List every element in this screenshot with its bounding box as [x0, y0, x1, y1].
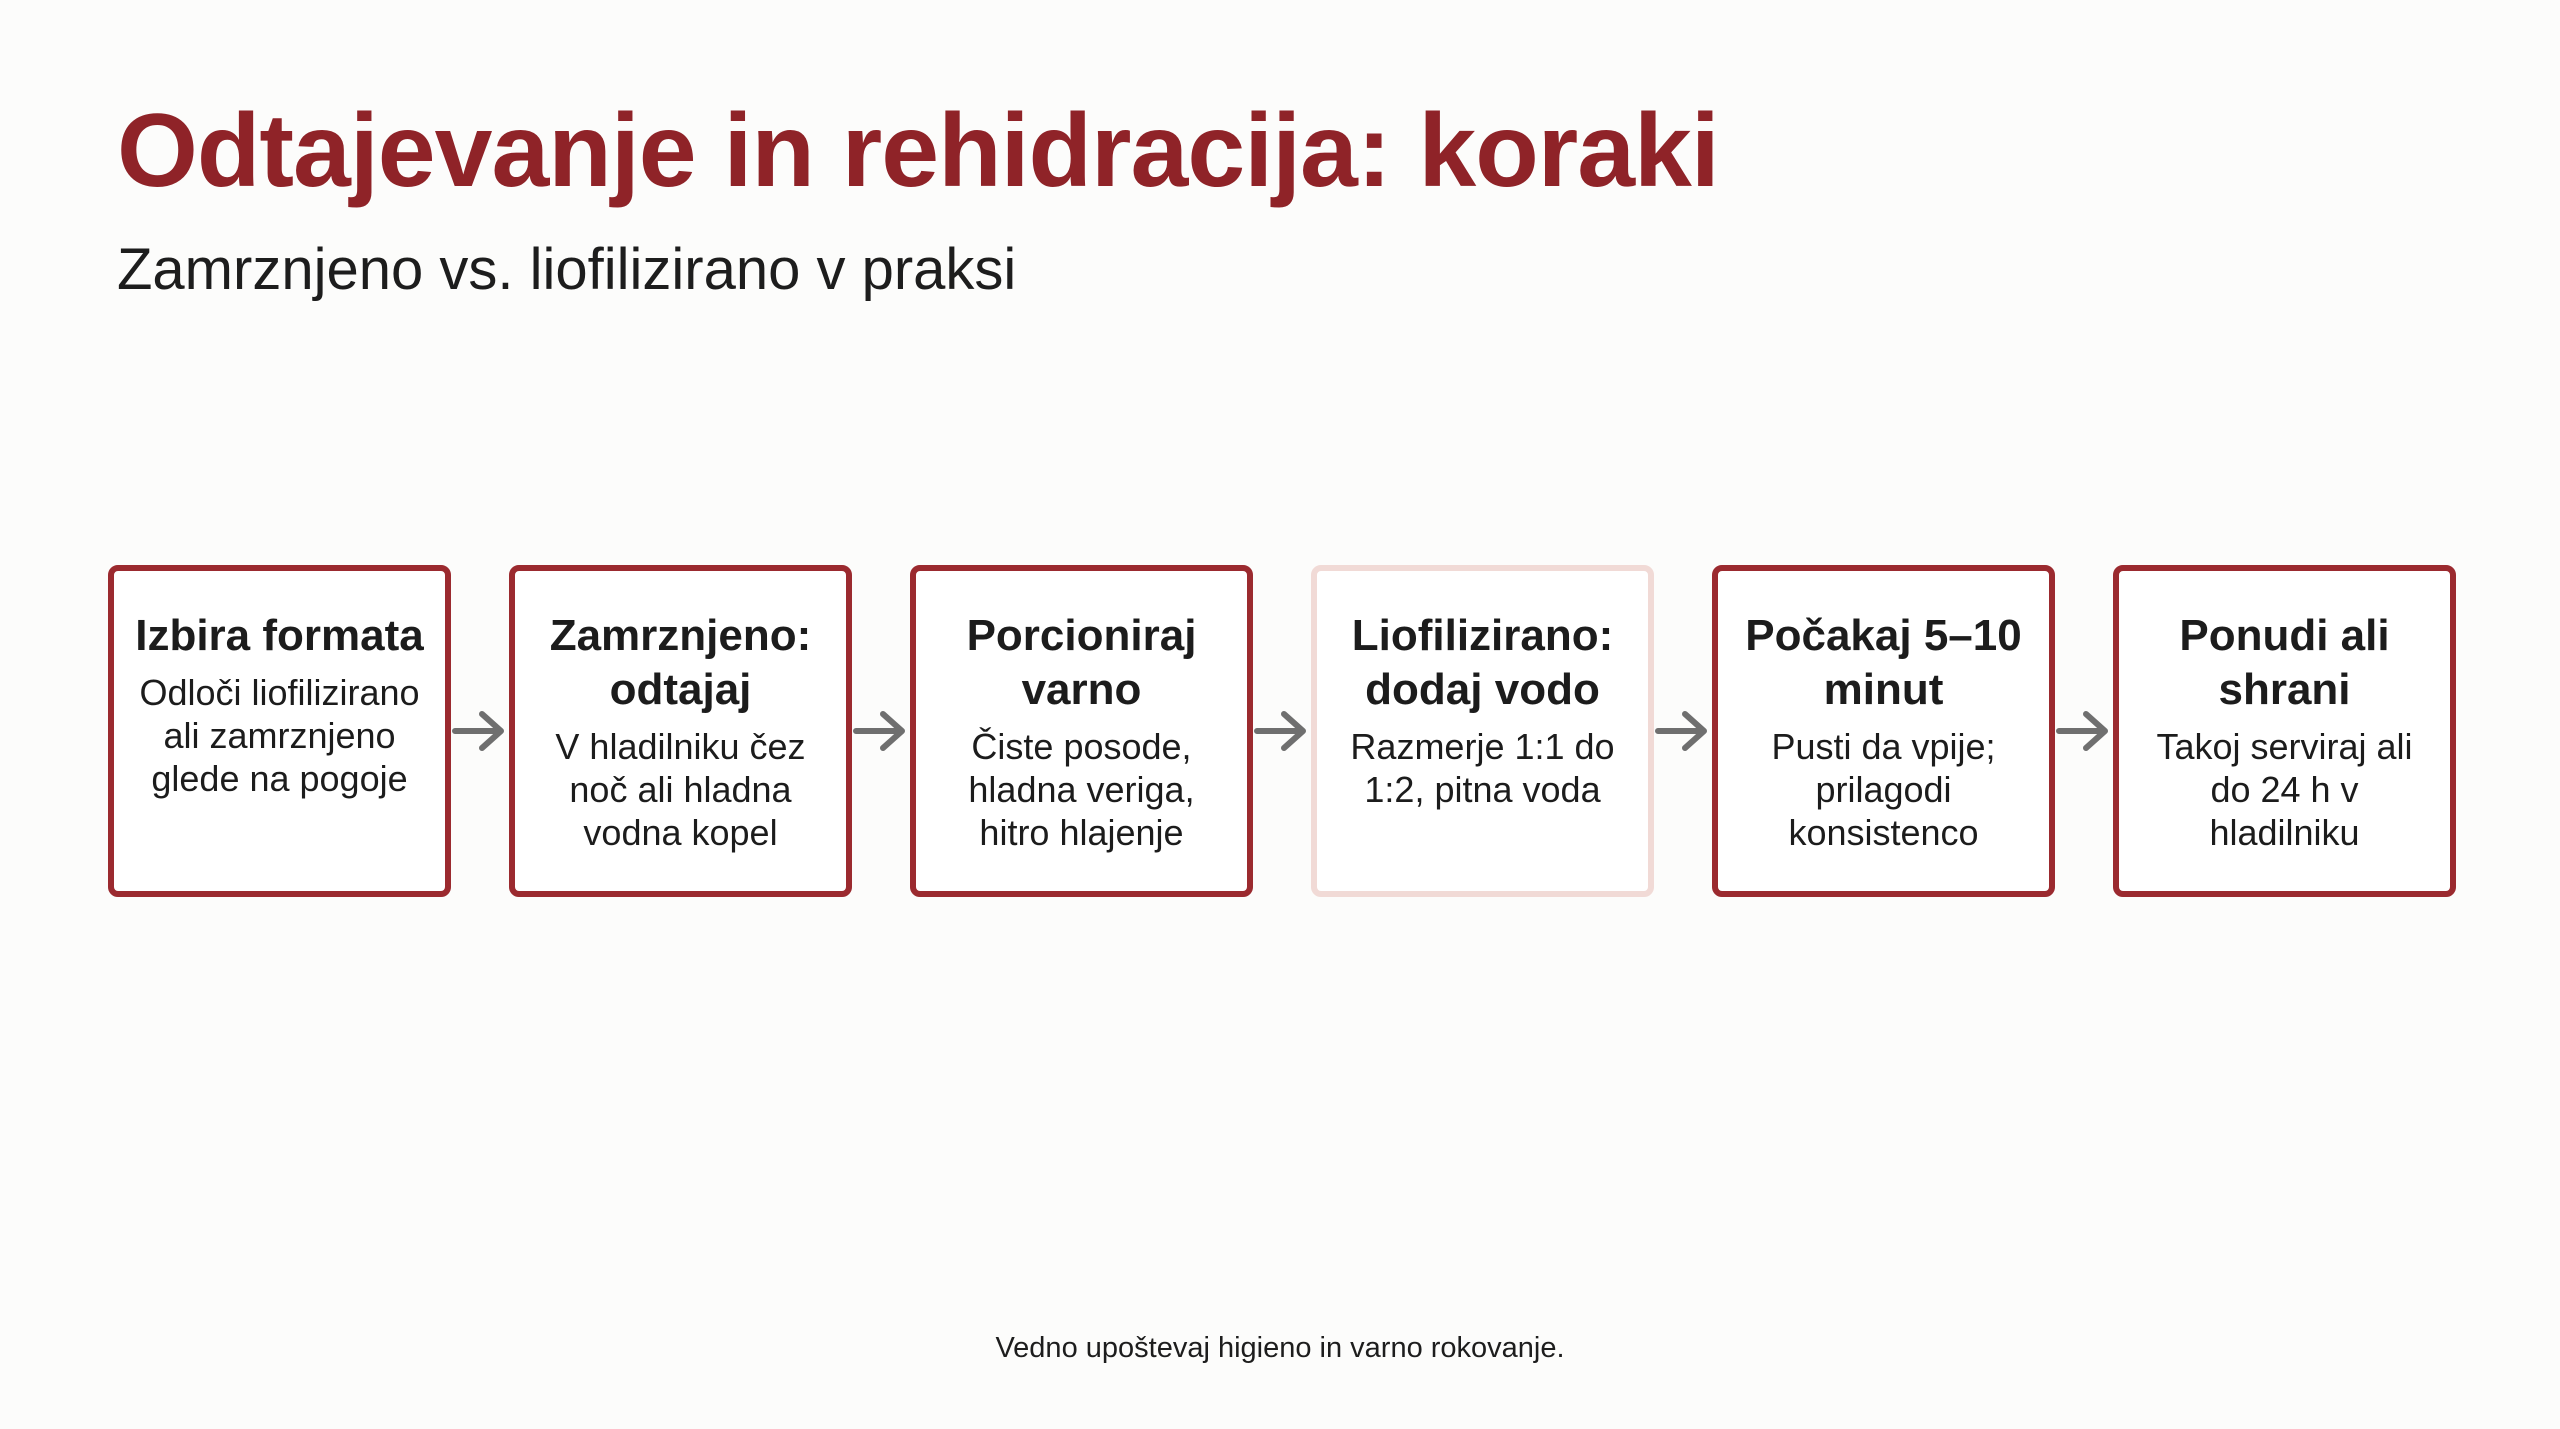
- step-card-thaw: [509, 565, 852, 897]
- step-title: Izbira formata: [135, 611, 424, 660]
- step-description: Razmerje 1:1 do 1:2, pitna voda: [1350, 726, 1615, 810]
- step-card-add-water: [1311, 565, 1654, 897]
- step-description: V hladilniku čez noč ali hladna vodna kopel: [555, 726, 806, 853]
- step-card-wait: [1712, 565, 2055, 897]
- step-card-serve: [2113, 565, 2456, 897]
- arrow-right-icon: [2055, 706, 2113, 756]
- arrow-right-icon: [1654, 706, 1712, 756]
- step-title: Porcioniraj varno: [966, 611, 1197, 714]
- step-description: Pusti da vpije; prilagodi konsistenco: [1771, 726, 1996, 853]
- step-title: Liofilizirano: dodaj vodo: [1351, 611, 1614, 714]
- arrow-right-icon: [1253, 706, 1311, 756]
- page-title: Odtajevanje in rehidracija: koraki: [117, 93, 1719, 209]
- page-subtitle: Zamrznjeno vs. liofilizirano v praksi: [117, 237, 1017, 302]
- arrow-right-icon: [451, 706, 509, 756]
- arrow-right-icon: [852, 706, 910, 756]
- step-description: Čiste posode, hladna veriga, hitro hlajenje: [968, 726, 1195, 853]
- step-title: Ponudi ali shrani: [2179, 611, 2390, 714]
- step-card-format: [108, 565, 451, 897]
- step-title: Zamrznjeno: odtajaj: [549, 611, 812, 714]
- step-description: Takoj serviraj ali do 24 h v hladilniku: [2156, 726, 2413, 853]
- step-description: Odloči liofilizirano ali zamrznjeno glede na pogoje: [139, 672, 420, 799]
- step-card-portion: [910, 565, 1253, 897]
- step-title: Počakaj 5–10 minut: [1745, 611, 2022, 714]
- footer-note: Vedno upoštevaj higieno in varno rokovanje.: [995, 1332, 1565, 1364]
